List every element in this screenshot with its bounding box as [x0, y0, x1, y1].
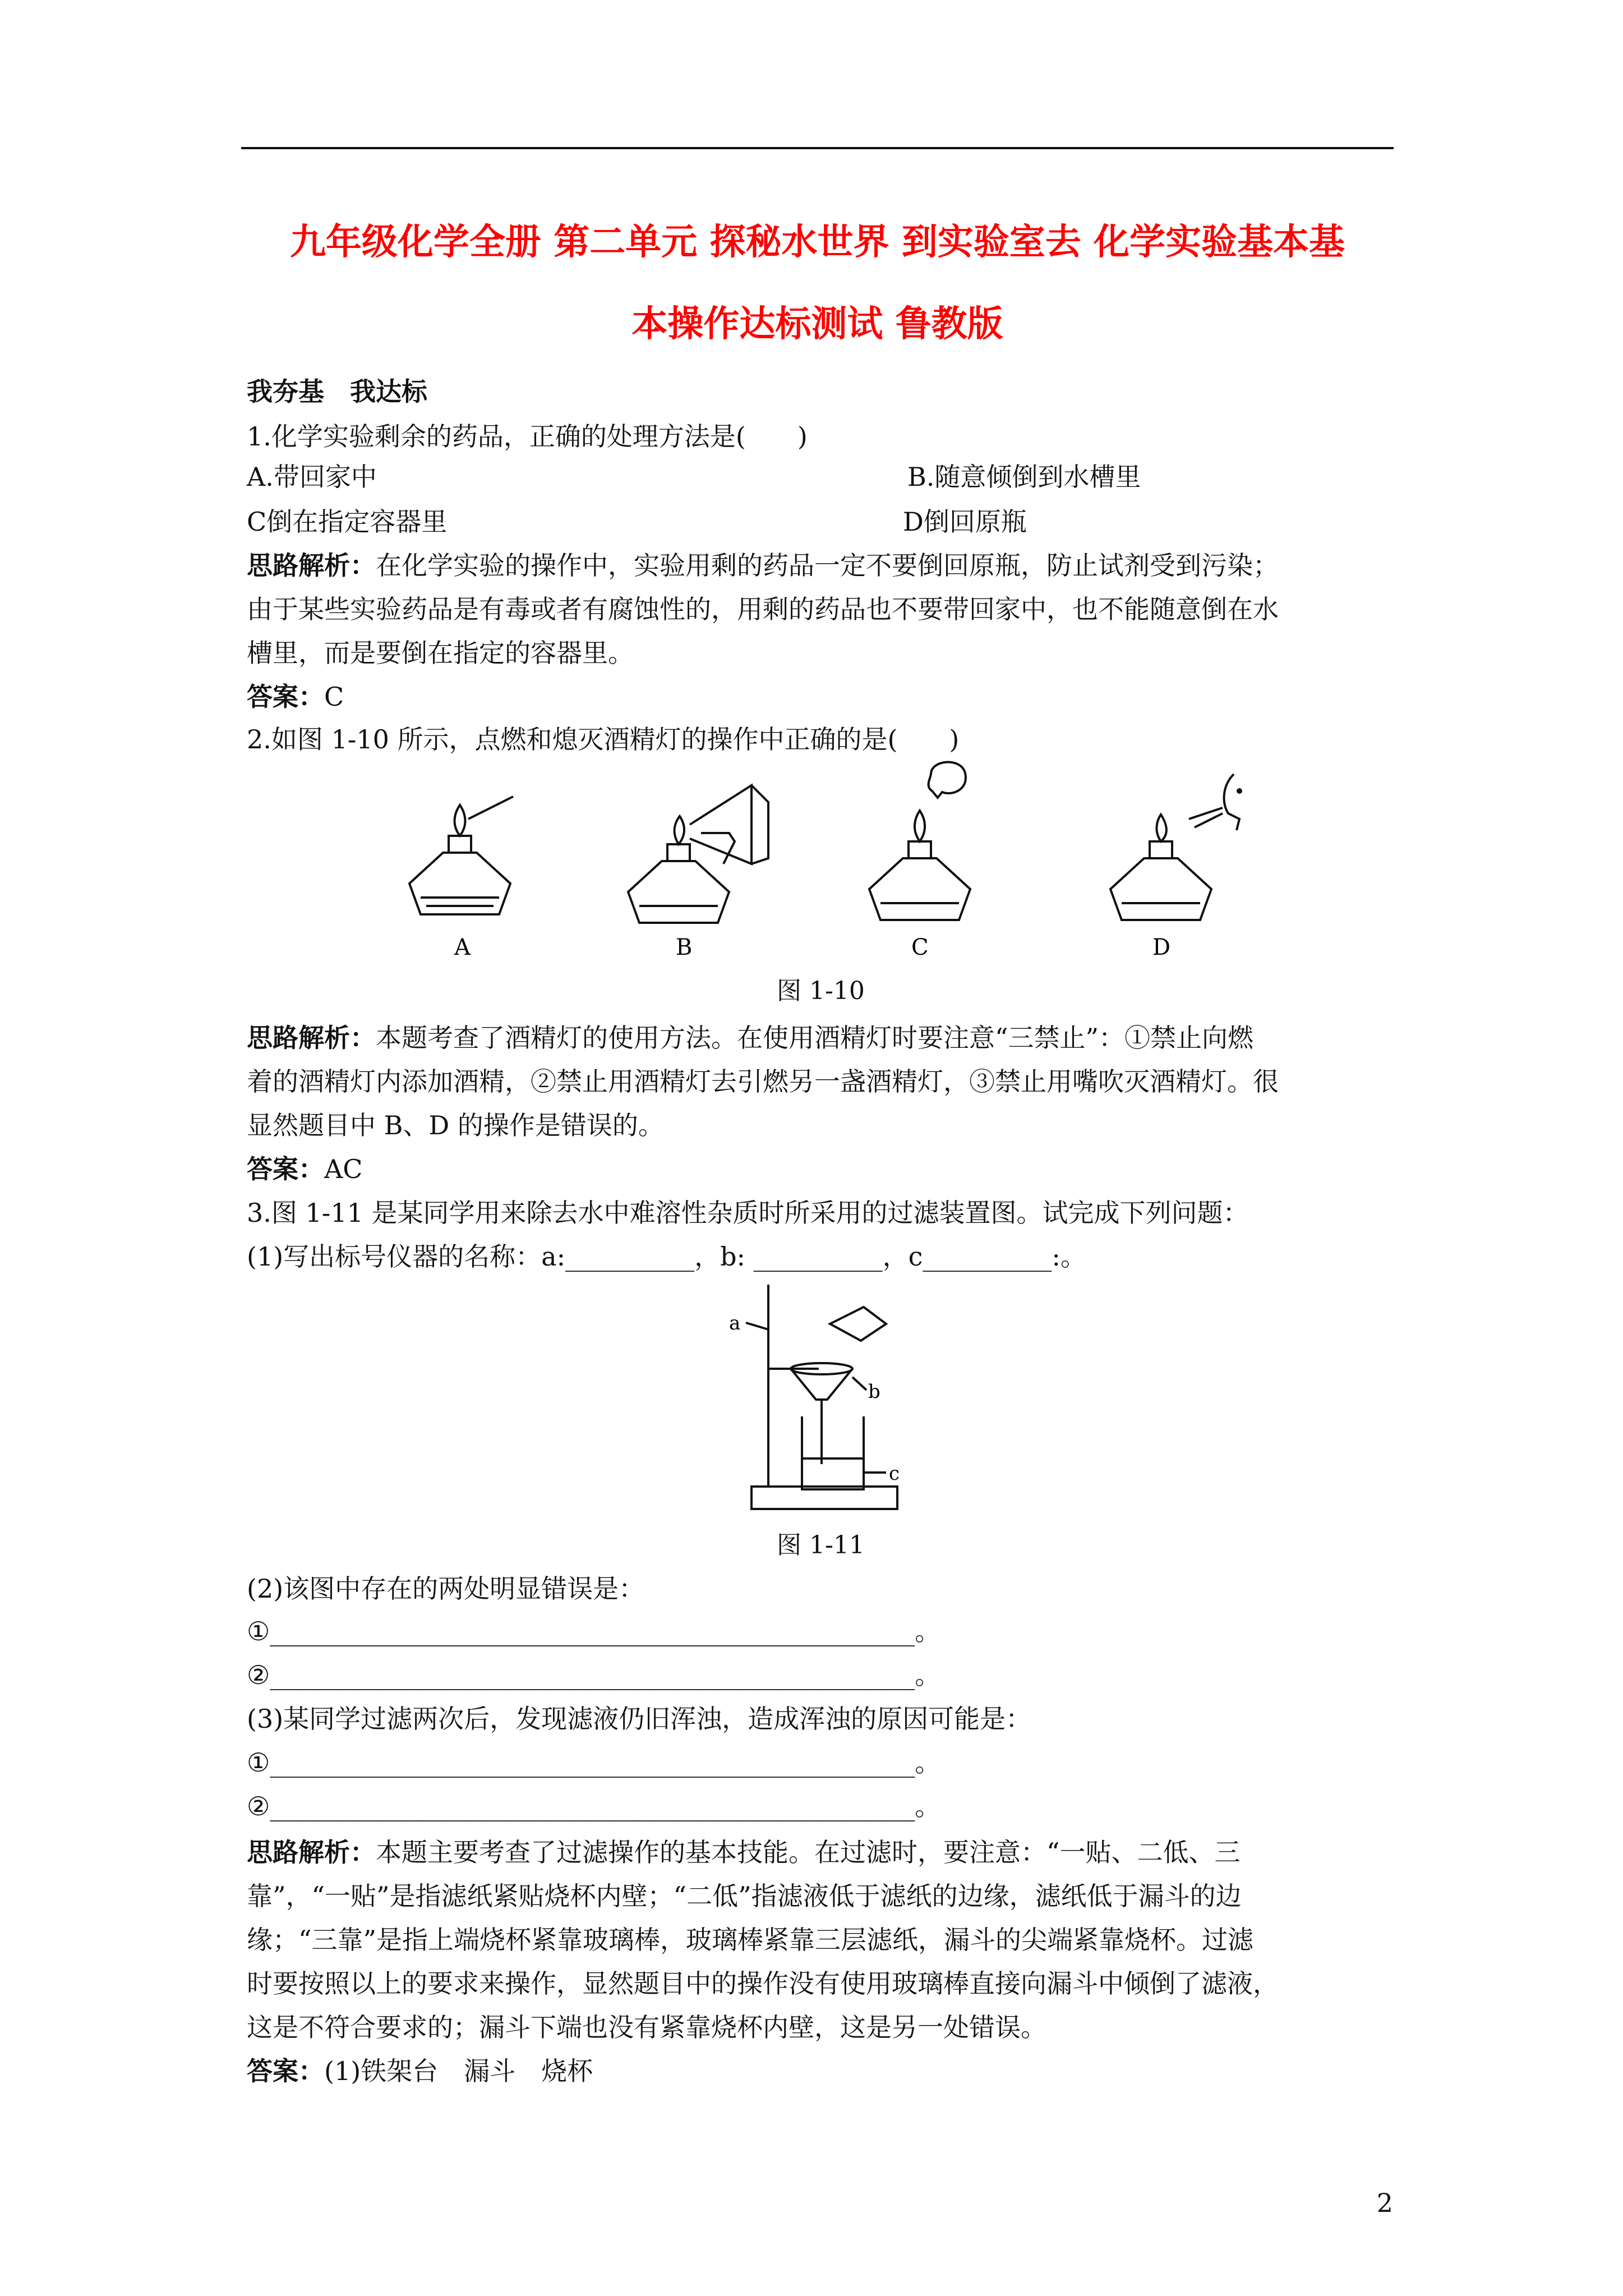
- doc-title-line-1: 九年级化学全册 第二单元 探秘水世界 到实验室去 化学实验基本基: [289, 222, 1345, 263]
- figure-1-10-alcohol-lamps: [365, 752, 1273, 976]
- analysis-text: 本题考查了酒精灯的使用方法。在使用酒精灯时要注意“三禁止”：①禁止向燃: [376, 1023, 1254, 1053]
- q1-analysis-2: 由于某些实验药品是有毒或者有腐蚀性的，用剩的药品也不要带回家中，也不能随意倒在水: [247, 594, 1279, 624]
- analysis-label: 思路解析：: [247, 550, 376, 581]
- lamp-label-c: C: [911, 935, 929, 960]
- q3-part2-blank-2: ②__________________________________________________。: [247, 1660, 941, 1690]
- lamp-c-drawing: [869, 762, 970, 920]
- beaker: [802, 1416, 864, 1489]
- q3-analysis-5: 这是不符合要求的；漏斗下端也没有紧靠烧杯内壁，这是另一处错误。: [247, 2012, 1046, 2042]
- q3-analysis-3: 缘；“三靠”是指上端烧杯紧靠玻璃棒，玻璃棒紧靠三层滤纸，漏斗的尖端紧靠烧杯。过滤: [247, 1925, 1254, 1955]
- q1-analysis-3: 槽里，而是要倒在指定的容器里。: [247, 638, 634, 668]
- answer-text: C: [324, 682, 344, 712]
- answer-label: 答案：: [247, 682, 324, 712]
- section-heading: 我夯基 我达标: [247, 376, 427, 407]
- lamp-label-a: A: [454, 935, 471, 960]
- q3-answer: [247, 2049, 593, 2093]
- figure-1-11-caption: 图 1-11: [777, 1531, 865, 1559]
- q2-answer: [247, 1147, 362, 1191]
- q1-answer: [247, 674, 344, 719]
- header-rule: [241, 147, 1394, 149]
- q3-part3: (3)某同学过滤两次后，发现滤液仍旧浑浊，造成浑浊的原因可能是：: [247, 1704, 1032, 1734]
- lamp-d-drawing: [1110, 774, 1242, 920]
- label-b: b: [868, 1381, 880, 1403]
- lamp-label-b: B: [676, 935, 693, 960]
- analysis-label: 思路解析：: [247, 1023, 376, 1053]
- figure-1-11-filtration-setup: [723, 1279, 937, 1520]
- doc-title-line-2: 本操作达标测试 鲁教版: [631, 303, 1003, 345]
- q1-option-b: B.随意倾倒到水槽里: [907, 462, 1141, 492]
- analysis-text: 本题主要考查了过滤操作的基本技能。在过滤时，要注意：“一贴、二低、三: [376, 1837, 1241, 1867]
- answer-text: (1)铁架台 漏斗 烧杯: [324, 2056, 593, 2086]
- page-number: 2: [1376, 2188, 1393, 2218]
- analysis-text: 在化学实验的操作中，实验用剩的药品一定不要倒回原瓶，防止试剂受到污染；: [376, 550, 1279, 581]
- q3-part2: (2)该图中存在的两处明显错误是：: [247, 1573, 645, 1604]
- q2-stem: 2.如图 1-10 所示，点燃和熄灭酒精灯的操作中正确的是( ): [247, 724, 960, 754]
- q1-analysis-1: [247, 543, 1279, 588]
- lamp-a-drawing: [409, 797, 513, 914]
- q3-stem: 3.图 1-11 是某同学用来除去水中难溶性杂质时所采用的过滤装置图。试完成下列问题：: [247, 1198, 1249, 1228]
- q3-part3-blank-2: ②__________________________________________________。: [247, 1791, 941, 1821]
- label-c: c: [889, 1462, 900, 1485]
- label-a: a: [729, 1312, 741, 1335]
- answer-label: 答案：: [247, 1154, 324, 1184]
- figure-1-10-caption: 图 1-10: [777, 977, 865, 1005]
- analysis-label: 思路解析：: [247, 1837, 376, 1867]
- q1-stem: 1.化学实验剩余的药品，正确的处理方法是( ): [247, 421, 808, 452]
- q2-analysis-1: [247, 1015, 1253, 1060]
- q3-part1: (1)写出标号仪器的名称：a:__________，b: __________，c__________:。: [247, 1241, 1086, 1272]
- answer-label: 答案：: [247, 2056, 324, 2086]
- q1-option-c: C倒在指定容器里: [247, 507, 448, 537]
- q1-option-a: A.带回家中: [247, 462, 377, 492]
- q2-analysis-3: 显然题目中 B、D 的操作是错误的。: [247, 1110, 664, 1140]
- q3-analysis-2: 靠”，“一贴”是指滤纸紧贴烧杯内壁；“二低”指滤液低于滤纸的边缘，滤纸低于漏斗的边: [247, 1881, 1242, 1911]
- q3-part2-blank-1: ①__________________________________________________。: [247, 1616, 941, 1646]
- pouring-beaker: [830, 1307, 886, 1341]
- lamp-b-drawing: [628, 785, 768, 923]
- q3-analysis-1: [247, 1830, 1241, 1875]
- q3-analysis-4: 时要按照以上的要求来操作，显然题目中的操作没有使用玻璃棒直接向漏斗中倾倒了滤液，: [247, 1968, 1279, 1999]
- q3-part3-blank-1: ①__________________________________________________。: [247, 1747, 941, 1778]
- answer-text: AC: [324, 1154, 363, 1184]
- q1-option-d: D倒回原瓶: [903, 507, 1027, 537]
- lamp-label-d: D: [1152, 935, 1171, 960]
- q2-analysis-2: 着的酒精灯内添加酒精，②禁止用酒精灯去引燃另一盏酒精灯，③禁止用嘴吹灭酒精灯。很: [247, 1066, 1279, 1097]
